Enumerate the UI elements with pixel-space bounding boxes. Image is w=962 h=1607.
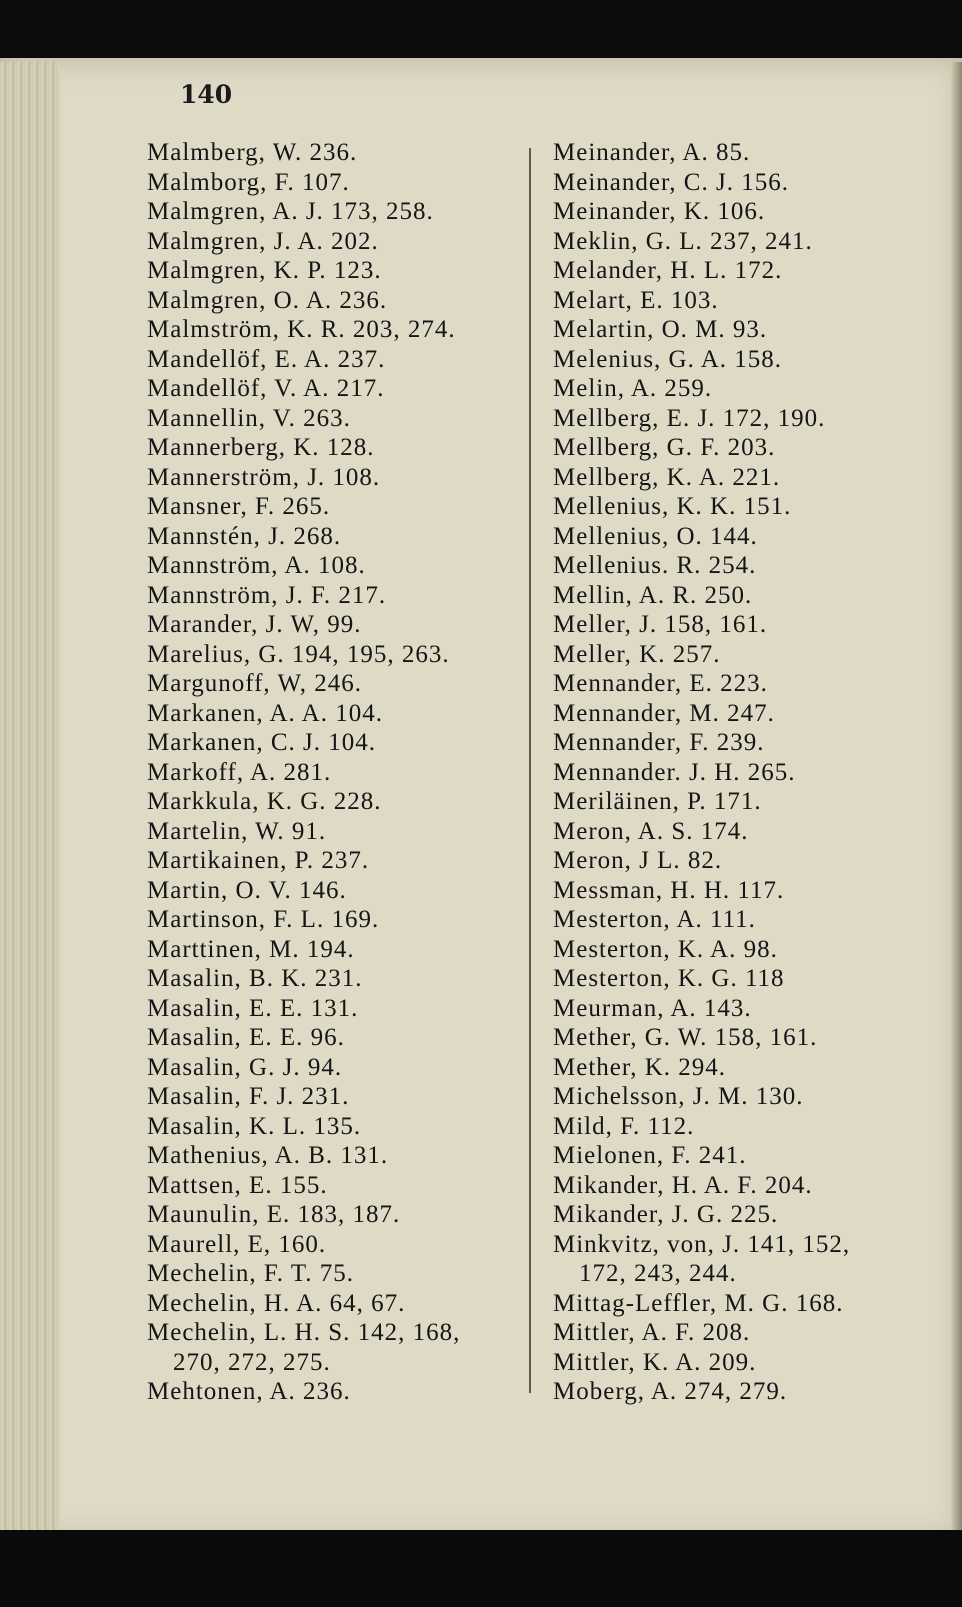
index-column-left [147,138,460,1407]
index-entry: Meller, K. 257. [553,640,721,668]
index-entry: Masalin, E. E. 131. [147,994,359,1022]
index-entry: Masalin, E. E. 96. [147,1024,345,1051]
index-entry: Mittler, A. F. 208. [553,1319,751,1346]
index-entry: Mannerberg, K. 128. [147,434,375,461]
index-entry: Mannerström, J. 108. [147,463,381,491]
index-entry: Mathenius, A. B. 131. [147,1142,389,1169]
index-entry: Markanen, A. A. 104. [147,699,383,727]
index-entry: Moberg, A. 274, 279. [553,1378,788,1405]
index-entry: Mechelin, L. H. S. 142, 168, [147,1319,461,1346]
index-entry: Melartin, O. M. 93. [553,316,768,343]
index-entry: Meriläinen, P. 171. [553,788,762,815]
index-entry: Mellin, A. R. 250. [553,581,753,609]
index-entry-continuation: 270, 272, 275. [173,1348,331,1376]
index-entry: Meron, A. S. 174. [553,817,749,845]
index-entry: Mennander, F. 239. [553,729,765,756]
index-entry: Minkvitz, von, J. 141, 152, [553,1230,851,1258]
index-entry: Mehtonen, A. 236. [147,1378,351,1405]
index-entry: Michelsson, J. M. 130. [553,1083,804,1110]
index-entry: Martelin, W. 91. [147,817,327,845]
page-stack-edge [0,62,60,1540]
index-entry: Meurman, A. 143. [553,994,752,1022]
index-entry-continuation: 172, 243, 244. [579,1260,737,1287]
index-entry: Marander, J. W, 99. [147,611,362,638]
index-entry: Melander, H. L. 172. [553,257,783,284]
index-entry: Mandellöf, E. A. 237. [147,345,386,373]
index-entry: Melart, E. 103. [553,286,719,314]
index-entry: Mesterton, K. A. 98. [553,935,778,963]
index-entry: Maunulin, E. 183, 187. [147,1201,401,1228]
index-column-right [553,138,850,1407]
index-entry: Mellberg, K. A. 221. [553,463,781,491]
scan-bottom-border [0,1530,962,1607]
index-entry: Mittag-Leffler, M. G. 168. [553,1289,844,1317]
index-entry: Mannström, A. 108. [147,552,366,579]
index-entry: Mannström, J. F. 217. [147,581,387,609]
index-entry: Marelius, G. 194, 195, 263. [147,640,450,668]
index-entry: Meron, J L. 82. [553,847,723,874]
index-entry: Meinander, A. 85. [553,139,751,166]
index-entry: Mesterton, K. G. 118 [553,965,785,992]
page-number: 140 [180,80,233,109]
index-entry: Mennander, M. 247. [553,699,775,727]
index-entry: Meklin, G. L. 237, 241. [553,227,813,255]
index-entry: Marttinen, M. 194. [147,935,355,963]
index-entry: Masalin, K. L. 135. [147,1112,362,1140]
index-entry: Markanen, C. J. 104. [147,729,376,756]
index-entry: Mannellin, V. 263. [147,404,351,432]
index-entry: Mellenius. R. 254. [553,552,757,579]
index-entry: Mesterton, A. 111. [553,906,756,933]
index-entry: Mellberg, E. J. 172, 190. [553,404,826,432]
index-entry: Mielonen, F. 241. [553,1142,747,1169]
index-entry: Mether, G. W. 158, 161. [553,1024,818,1051]
index-entry: Mether, K. 294. [553,1053,726,1081]
column-divider [529,148,531,1393]
page-right-edge [950,62,962,1540]
index-entry: Malmberg, W. 236. [147,139,358,166]
index-entry: Mennander. J. H. 265. [553,758,796,786]
index-entry: Messman, H. H. 117. [553,876,785,904]
index-entry: Mechelin, H. A. 64, 67. [147,1289,406,1317]
index-entry: Mild, F. 112. [553,1112,695,1140]
index-entry: Mennander, E. 223. [553,670,768,697]
index-entry: Malmgren, O. A. 236. [147,286,388,314]
index-entry: Martikainen, P. 237. [147,847,370,874]
index-entry: Meinander, C. J. 156. [553,168,789,196]
index-entry: Margunoff, W, 246. [147,670,362,697]
index-entry: Mannstén, J. 268. [147,522,342,550]
index-entry: Malmgren, A. J. 173, 258. [147,198,434,225]
index-entry: Mellberg, G. F. 203. [553,434,776,461]
index-entry: Meinander, K. 106. [553,198,766,225]
index-entry: Mandellöf, V. A. 217. [147,375,385,402]
index-entry: Masalin, G. J. 94. [147,1053,343,1081]
index-entry: Malmgren, J. A. 202. [147,227,379,255]
index-entry: Mattsen, E. 155. [147,1171,328,1199]
index-entry: Mansner, F. 265. [147,493,331,520]
index-entry: Mikander, J. G. 225. [553,1201,779,1228]
index-entry: Mellenius, O. 144. [553,522,758,550]
index-entry: Malmborg, F. 107. [147,168,350,196]
index-entry: Masalin, F. J. 231. [147,1083,350,1110]
index-entry: Maurell, E, 160. [147,1230,327,1258]
index-entry: Martin, O. V. 146. [147,876,347,904]
index-entry: Mikander, H. A. F. 204. [553,1171,813,1199]
index-entry: Markkula, K. G. 228. [147,788,382,815]
index-entry: Melin, A. 259. [553,375,713,402]
index-entry: Meller, J. 158, 161. [553,611,768,638]
index-entry: Malmgren, K. P. 123. [147,257,382,284]
index-entry: Malmström, K. R. 203, 274. [147,316,456,343]
index-entry: Masalin, B. K. 231. [147,965,363,992]
index-entry: Martinson, F. L. 169. [147,906,380,933]
index-entry: Markoff, A. 281. [147,758,332,786]
index-entry: Mittler, K. A. 209. [553,1348,757,1376]
index-entry: Mellenius, K. K. 151. [553,493,792,520]
index-entry: Mechelin, F. T. 75. [147,1260,355,1287]
index-entry: Melenius, G. A. 158. [553,345,783,373]
